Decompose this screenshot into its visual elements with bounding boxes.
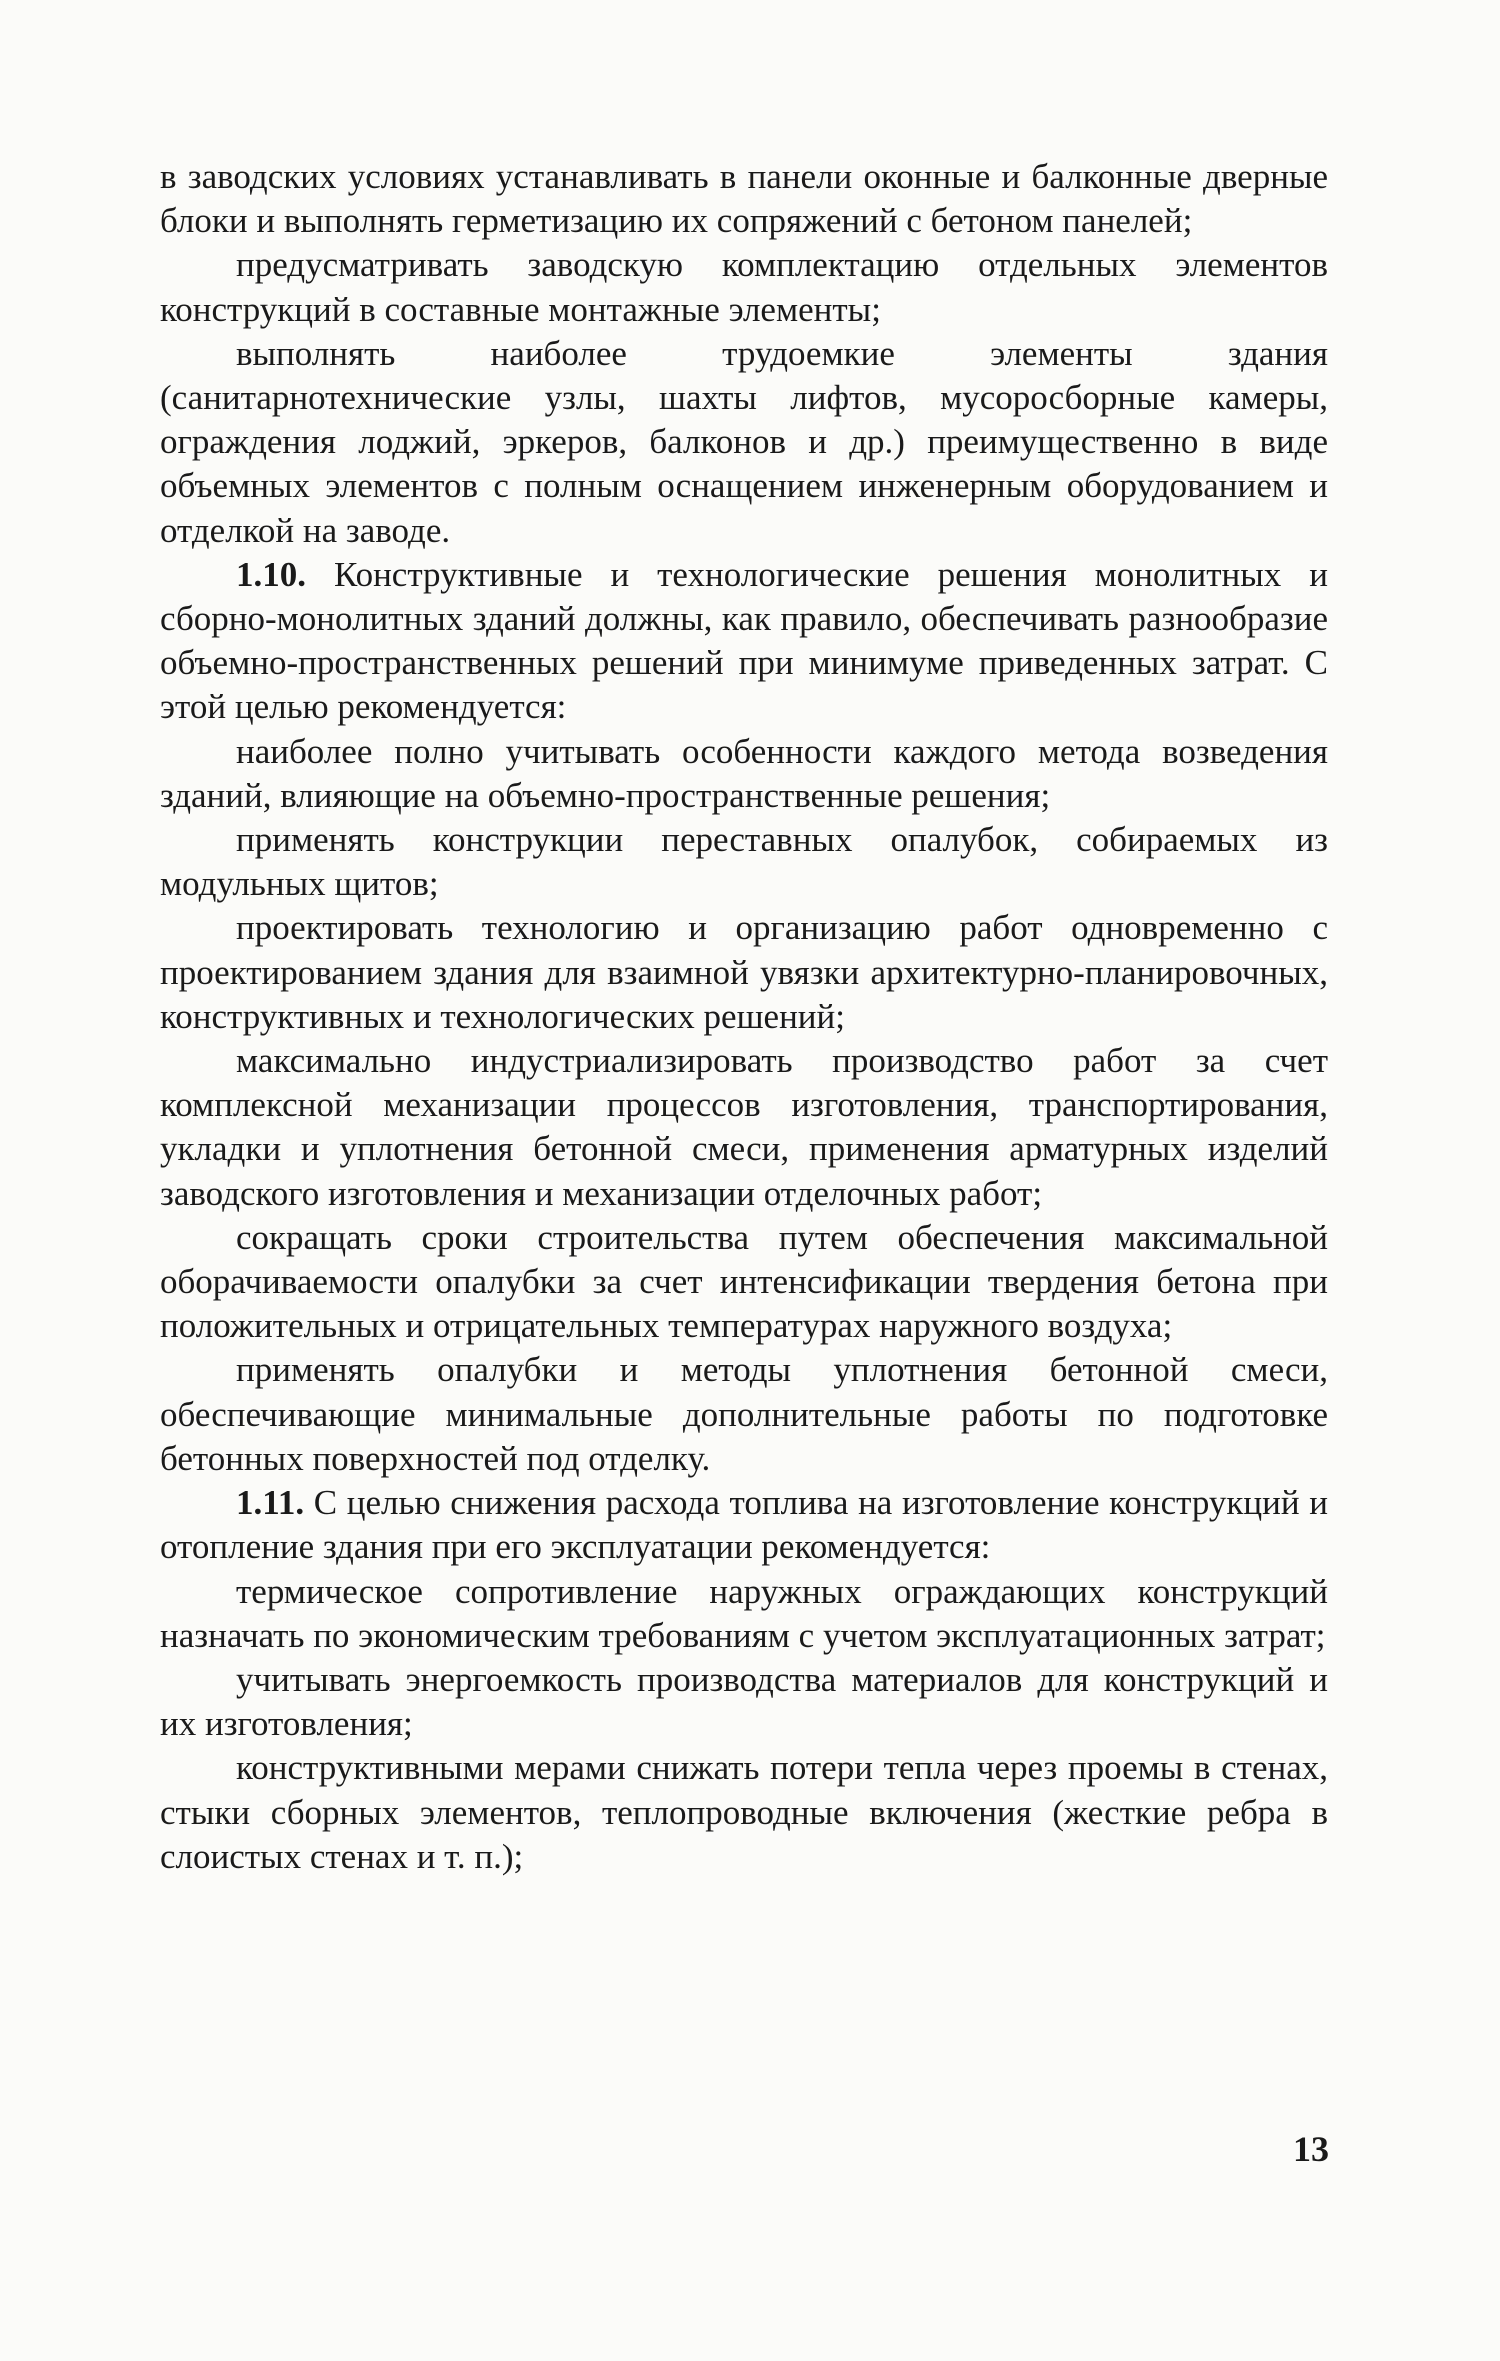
paragraph-text: предусматривать заводскую комплектацию отдельных элементов конструкций в составные монтажные элементы; <box>160 245 1328 329</box>
paragraph <box>160 1348 1328 1481</box>
page-number: 13 <box>1293 2129 1329 2169</box>
paragraph-text: проектировать технологию и организацию работ одновременно с проектированием здания для взаимной увязки архитектурно-планировочных, конструктивных и технологических решений; <box>160 908 1328 1036</box>
paragraph-text: С целью снижения расхода топлива на изготовление конструкций и отопление здания при его эксплуатации рекомендуется: <box>160 1483 1328 1567</box>
paragraph <box>160 1216 1328 1349</box>
paragraph <box>160 332 1328 553</box>
paragraph-text: Конструктивные и технологические решения монолитных и сборно-монолитных зданий должны, как правило, обеспечивать разнообразие объемно-пространственных решений при минимуме приведенных затрат. С этой целью рекомендуется: <box>160 554 1329 727</box>
paragraph-text: термическое сопротивление наружных ограждающих конструкций назначать по экономическим требованиям с учетом эксплуатационных затрат; <box>160 1571 1328 1655</box>
paragraph <box>160 155 1328 243</box>
paragraph-text: наиболее полно учитывать особенности каждого метода возведения зданий, влияющие на объемно-пространственные решения; <box>160 731 1328 815</box>
paragraph <box>160 906 1328 1039</box>
paragraph-text: сокращать сроки строительства путем обеспечения максимальной оборачиваемости опалубки за счет интенсификации твердения бетона при положительных и отрицательных температурах наружного воздуха; <box>160 1217 1328 1346</box>
paragraph <box>160 730 1328 818</box>
paragraph-text: применять опалубки и методы уплотнения бетонной смеси, обеспечивающие минимальные дополнительные работы по подготовке бетонных поверхностей под отделку. <box>160 1350 1328 1478</box>
paragraph-text: учитывать энергоемкость производства материалов для конструкций и их изготовления; <box>160 1659 1328 1744</box>
paragraph <box>160 243 1328 331</box>
paragraph-text: выполнять наиболее трудоемкие элементы здания (санитарнотехнические узлы, шахты лифтов, мусоросборные камеры, ограждения лоджий, эркеров, балконов и др.) преимущественно в виде объемных элементов с полным оснащением инженерным оборудованием и отделкой на заводе. <box>160 333 1328 550</box>
paragraph <box>160 1658 1328 1746</box>
paragraph-number: 1.11. <box>236 1483 305 1523</box>
paragraph <box>160 1570 1328 1658</box>
paragraph-text: конструктивными мерами снижать потери тепла через проемы в стенах, стыки сборных элементов, теплопроводные включения (жесткие ребра в слоистых стенах и т. п.); <box>160 1748 1328 1876</box>
paragraph-text: в заводских условиях устанавливать в панели оконные и балконные дверные блоки и выполнять герметизацию их сопряжений с бетоном панелей; <box>160 157 1328 241</box>
paragraph <box>160 818 1328 906</box>
paragraph-text: максимально индустриализировать производство работ за счет комплексной механизации процессов изготовления, транспортирования, укладки и уплотнения бетонной смеси, применения арматурных изделий заводского изготовления и механизации отделочных работ; <box>160 1041 1328 1213</box>
paragraph <box>160 553 1328 730</box>
paragraph <box>160 1039 1328 1216</box>
paragraph-number: 1.10. <box>236 554 306 594</box>
paragraph <box>160 1746 1328 1879</box>
paragraph-text: применять конструкции переставных опалубок, собираемых из модульных щитов; <box>160 820 1328 904</box>
body-text <box>160 155 1328 1879</box>
paragraph <box>160 1481 1328 1569</box>
